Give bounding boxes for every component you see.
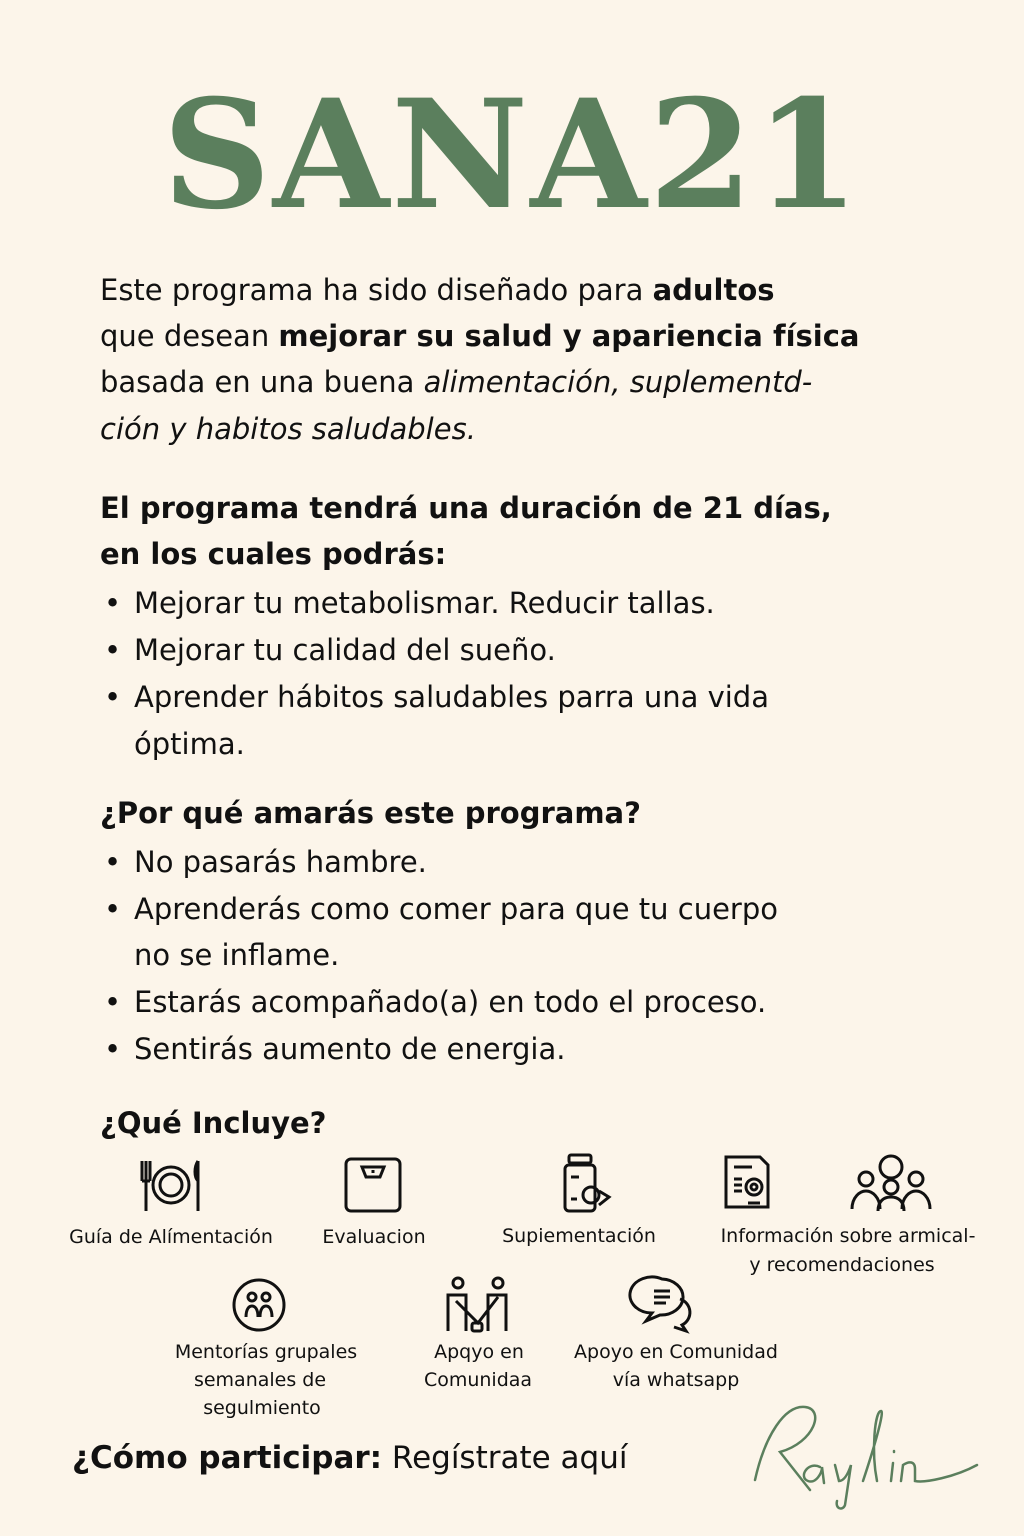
list-item: • Sentirás aumento de energia. bbox=[104, 1032, 566, 1066]
supplement-bottle-icon bbox=[555, 1153, 625, 1213]
list-item: • Aprenderás como comer para que tu cuerpo bbox=[104, 892, 778, 926]
include-label: vía whatsapp bbox=[612, 1369, 740, 1391]
intro-bold: mejorar su salud y apariencia física bbox=[278, 319, 860, 353]
include-label: segulmiento bbox=[203, 1397, 321, 1419]
include-label: Apqyo en bbox=[434, 1341, 524, 1363]
cta-label: ¿Cómo participar: bbox=[72, 1440, 383, 1476]
list-item: • Estarás acompañado(a) en todo el proceso. bbox=[104, 985, 767, 1019]
include-label: Mentorías grupales bbox=[174, 1341, 358, 1363]
list-item-text: Mejorar tu metabolismar. Reducir tallas. bbox=[134, 586, 715, 620]
list-item-continued: no se inflame. bbox=[134, 938, 340, 972]
group-icon bbox=[846, 1153, 936, 1213]
include-label: Apoyo en Comunidad bbox=[574, 1341, 778, 1363]
intro-text: Este programa ha sido diseñado para bbox=[100, 273, 653, 307]
scale-icon bbox=[338, 1155, 408, 1215]
page-title: SANA21 bbox=[162, 67, 862, 243]
list-item-text: Aprender hábitos saludables parra una vida bbox=[134, 680, 769, 714]
intro-italic: alimentación, suplementd- bbox=[423, 365, 813, 399]
list-item-continued: óptima. bbox=[134, 727, 245, 761]
include-label: Información sobre armical- bbox=[720, 1225, 976, 1247]
people-holding-hands-icon bbox=[442, 1275, 512, 1335]
intro-line bbox=[100, 270, 775, 310]
intro-text: basada en una buena bbox=[100, 365, 424, 399]
cta bbox=[72, 1440, 628, 1476]
program-heading: El programa tendrá una duración de 21 días, bbox=[100, 491, 832, 525]
intro-line bbox=[100, 316, 859, 356]
mentoring-circle-icon bbox=[224, 1275, 294, 1335]
list-item: • Mejorar tu calidad del sueño. bbox=[104, 633, 556, 667]
plate-cutlery-icon bbox=[136, 1155, 206, 1215]
include-label: y recomendaciones bbox=[749, 1254, 935, 1276]
include-label: Comunidaa bbox=[423, 1369, 533, 1391]
intro-italic: ción y habitos saludables. bbox=[100, 412, 476, 446]
include-label: Supiementación bbox=[502, 1225, 656, 1247]
intro-line bbox=[100, 362, 812, 402]
signature-logo bbox=[745, 1395, 985, 1510]
list-item-text: Estarás acompañado(a) en todo el proceso. bbox=[134, 985, 767, 1019]
document-icon bbox=[714, 1153, 784, 1213]
include-label: Guía de Alímentación bbox=[69, 1226, 273, 1248]
include-label: Evaluacion bbox=[322, 1226, 426, 1248]
list-item: • No pasarás hambre. bbox=[104, 845, 427, 879]
program-heading: en los cuales podrás: bbox=[100, 537, 447, 571]
list-item-text: No pasarás hambre. bbox=[134, 845, 427, 879]
register-link[interactable]: Regístrate aquí bbox=[391, 1440, 628, 1476]
includes-heading: ¿Qué Incluye? bbox=[100, 1106, 327, 1140]
list-item-text: Aprenderás como comer para que tu cuerpo bbox=[134, 892, 778, 926]
intro-line bbox=[100, 409, 476, 449]
list-item-text: Sentirás aumento de energia. bbox=[134, 1032, 566, 1066]
chat-bubbles-icon bbox=[628, 1275, 698, 1335]
include-label: semanales de bbox=[193, 1369, 327, 1391]
list-item: • Mejorar tu metabolismar. Reducir tallas. bbox=[104, 586, 715, 620]
intro-bold: adultos bbox=[652, 273, 775, 307]
list-item-text: Mejorar tu calidad del sueño. bbox=[134, 633, 556, 667]
why-heading: ¿Por qué amarás este programa? bbox=[100, 796, 641, 830]
list-item: • Aprender hábitos saludables parra una vida bbox=[104, 680, 769, 714]
intro-text: que desean bbox=[100, 319, 279, 353]
